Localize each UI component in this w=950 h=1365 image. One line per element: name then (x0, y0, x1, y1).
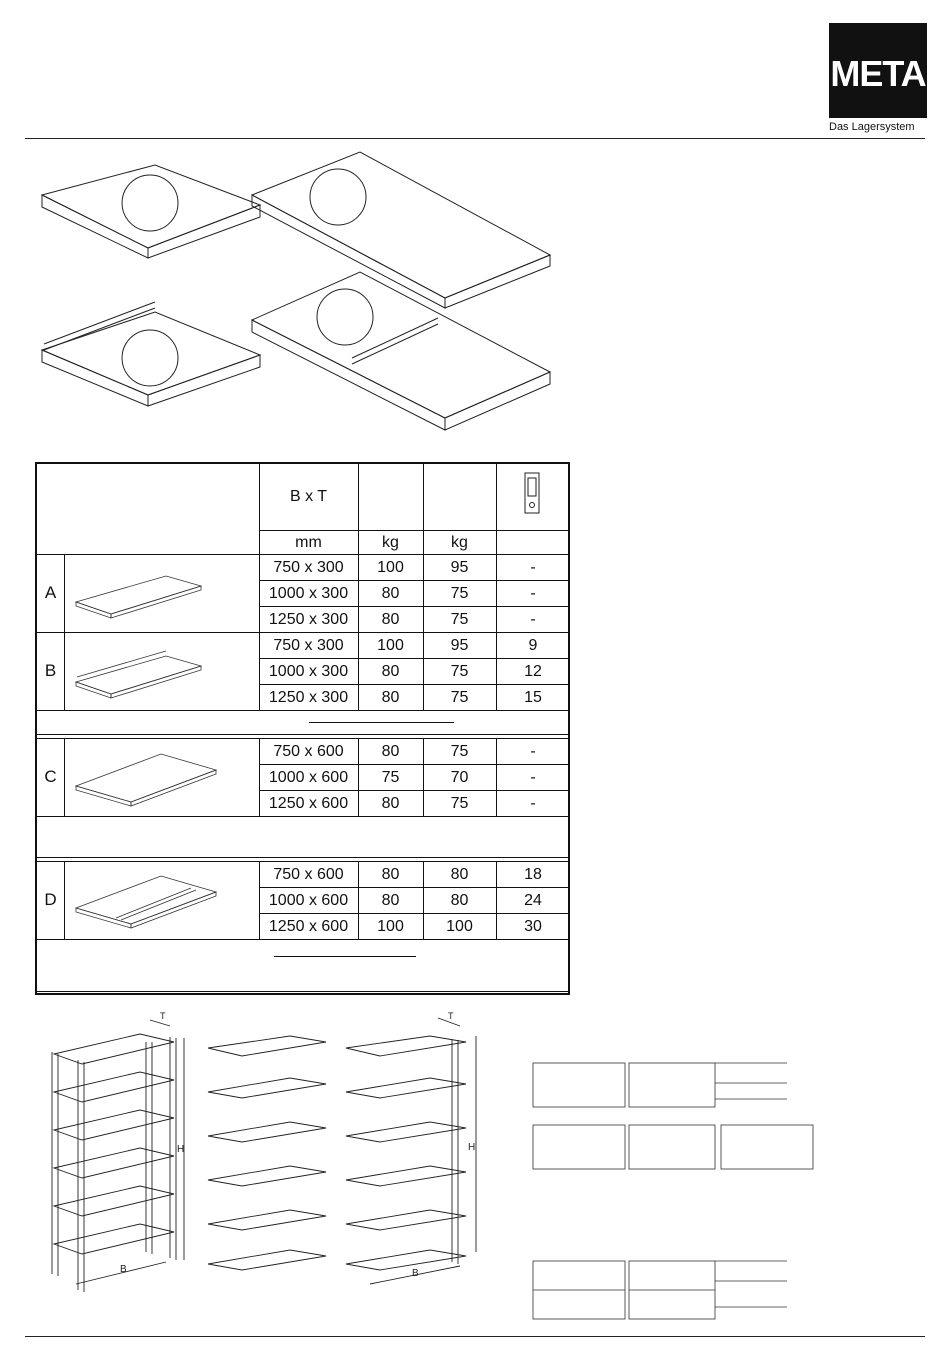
group-label-d: D (44, 890, 57, 909)
header-load2-unit: kg (451, 534, 468, 551)
shelf-illustration-b (42, 302, 260, 406)
header-dimensions: B x T (289, 488, 328, 505)
cell-count: - (530, 769, 536, 786)
header-load1-unit: kg (382, 534, 399, 551)
group-label-a: A (44, 583, 57, 602)
footer-rule (25, 1336, 925, 1337)
cell-count: 9 (528, 637, 538, 654)
cell-load2: 80 (450, 892, 469, 909)
shelf-thumb-a (71, 564, 255, 628)
spec-table (35, 462, 570, 995)
cell-count: 18 (524, 866, 542, 883)
group-label-b: B (44, 661, 57, 680)
cell-count: - (530, 743, 536, 760)
cell-size: 750 x 600 (273, 866, 344, 883)
label-width-1: B (120, 1264, 127, 1275)
cell-load2: 70 (450, 769, 469, 786)
cell-size: 1000 x 600 (268, 769, 349, 786)
cell-load2: 95 (450, 637, 469, 654)
rack-extension (346, 1018, 476, 1284)
shelf-illustration-d (252, 272, 550, 430)
cell-size: 750 x 600 (273, 743, 344, 760)
cell-load1: 80 (381, 743, 400, 760)
cell-size: 1000 x 300 (268, 663, 349, 680)
cell-size: 1250 x 600 (268, 795, 349, 812)
cell-load1: 75 (381, 769, 400, 786)
cell-size: 1250 x 600 (268, 918, 349, 935)
assembly-diagrams (40, 1012, 500, 1312)
cell-size: 1000 x 300 (268, 585, 349, 602)
label-width-2: B (412, 1268, 419, 1279)
cell-load1: 100 (377, 559, 404, 576)
label-height-2: H (468, 1142, 476, 1153)
cell-size: 1250 x 300 (268, 689, 349, 706)
cell-load2: 75 (450, 663, 469, 680)
cell-load1: 80 (381, 892, 400, 909)
binder-icon (524, 472, 540, 514)
shelf-thumb-c (71, 744, 255, 812)
cell-load1: 100 (377, 918, 404, 935)
rack-full (52, 1020, 184, 1292)
header-rule (25, 138, 925, 139)
cell-count: 30 (524, 918, 542, 935)
cell-load1: 80 (381, 663, 400, 680)
label-depth-1: T (160, 1011, 166, 1021)
shelf-illustration-a (42, 165, 260, 258)
group-label-c: C (44, 767, 57, 786)
shelf-stack (208, 1036, 326, 1270)
shelf-thumb-b (71, 642, 255, 706)
cell-size: 1000 x 600 (268, 892, 349, 909)
shelf-illustrations (30, 150, 570, 440)
cell-size: 750 x 300 (273, 559, 344, 576)
label-depth-2: T (448, 1011, 454, 1021)
cell-load2: 80 (450, 866, 469, 883)
shelf-thumb-d (71, 866, 255, 934)
top-view-layouts (525, 1055, 825, 1325)
cell-size: 1250 x 300 (268, 611, 349, 628)
label-height-1: H (177, 1144, 185, 1155)
cell-load1: 80 (381, 795, 400, 812)
cell-size: 750 x 300 (273, 637, 344, 654)
cell-load1: 80 (381, 585, 400, 602)
cell-count: - (530, 795, 536, 812)
cell-load2: 75 (450, 585, 469, 602)
shelf-illustration-c (252, 152, 550, 308)
cell-load2: 75 (450, 795, 469, 812)
cell-count: 24 (524, 892, 542, 909)
cell-load1: 80 (381, 689, 400, 706)
tagline: Das Lagersystem (829, 121, 915, 133)
cell-load1: 100 (377, 637, 404, 654)
cell-count: - (530, 611, 536, 628)
cell-count: 12 (524, 663, 542, 680)
cell-count: - (530, 585, 536, 602)
cell-load2: 75 (450, 611, 469, 628)
cell-count: - (530, 559, 536, 576)
logo-text: META (830, 53, 926, 94)
meta-logo (829, 23, 927, 118)
cell-load2: 75 (450, 743, 469, 760)
cell-load1: 80 (381, 611, 400, 628)
cell-load2: 95 (450, 559, 469, 576)
cell-load2: 75 (450, 689, 469, 706)
header-dim-unit: mm (295, 534, 322, 551)
cell-count: 15 (524, 689, 542, 706)
cell-load1: 80 (381, 866, 400, 883)
cell-load2: 100 (446, 918, 473, 935)
